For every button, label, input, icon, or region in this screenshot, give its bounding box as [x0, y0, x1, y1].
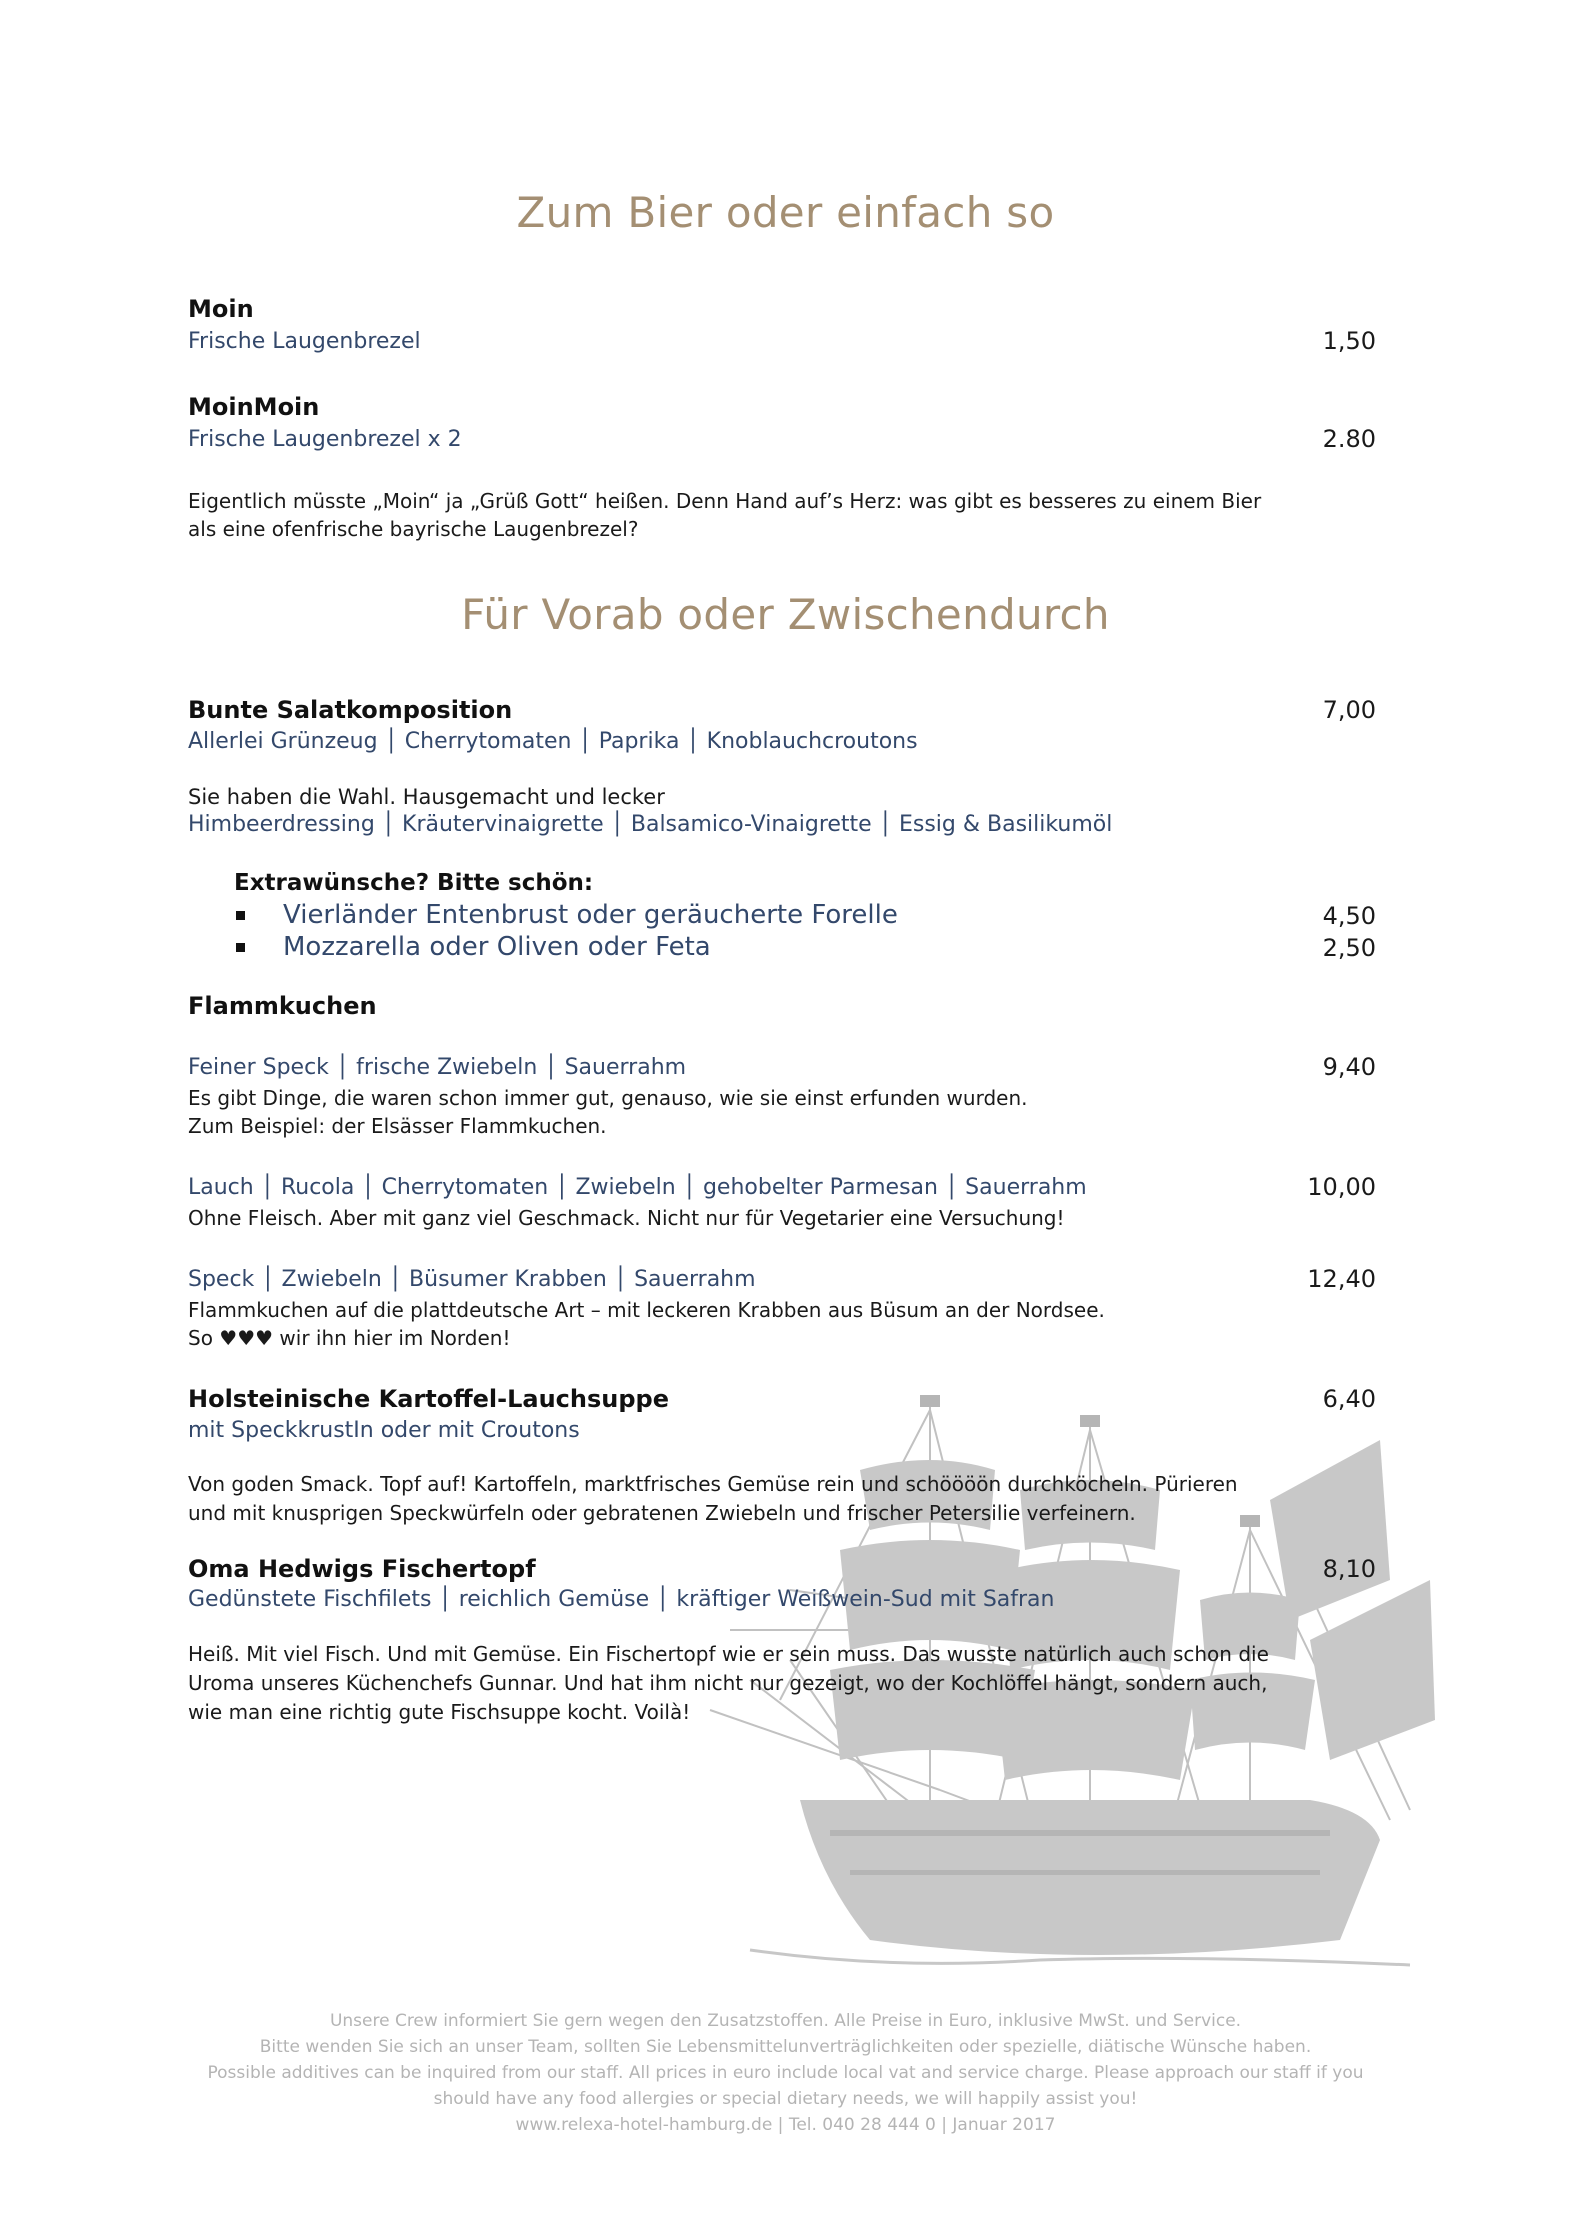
- item-name-moinmoin: MoinMoin: [188, 393, 320, 421]
- flammkuchen-desc: Speck │ Zwiebeln │ Büsumer Krabben │ Sauerrahm: [188, 1267, 756, 1292]
- extra-item-label: Vierländer Entenbrust oder geräucherte Forelle: [283, 900, 898, 930]
- footer-line: Bitte wenden Sie sich an unser Team, sollten Sie Lebensmittelunverträglichkeiten oder spezielle, diätische Wünsche haben.: [259, 2037, 1312, 2057]
- brezel-text-line2: als eine ofenfrische bayrische Laugenbrezel?: [188, 517, 639, 541]
- extra-item-label: Mozzarella oder Oliven oder Feta: [283, 932, 711, 962]
- flammkuchen-price: 12,40: [1307, 1265, 1376, 1293]
- flammkuchen-price: 9,40: [1322, 1053, 1376, 1081]
- item-name-moin: Moin: [188, 295, 254, 323]
- extra-item-price: 2,50: [1322, 934, 1376, 962]
- item-price-fish: 8,10: [1322, 1555, 1376, 1583]
- item-price-moin: 1,50: [1322, 327, 1376, 355]
- flammkuchen-text: So ♥♥♥ wir ihn hier im Norden!: [188, 1326, 511, 1350]
- flammkuchen-desc: Feiner Speck │ frische Zwiebeln │ Sauerrahm: [188, 1055, 687, 1080]
- item-name-soup: Holsteinische Kartoffel-Lauchsuppe: [188, 1385, 669, 1413]
- item-desc-salad: Allerlei Grünzeug │ Cherrytomaten │ Paprika │ Knoblauchcroutons: [188, 729, 918, 754]
- item-name-salad: Bunte Salatkomposition: [188, 696, 513, 724]
- item-desc-soup: mit SpeckkrustIn oder mit Croutons: [188, 1418, 580, 1443]
- item-price-moinmoin: 2.80: [1322, 425, 1376, 453]
- extras-title: Extrawünsche? Bitte schön:: [234, 870, 594, 896]
- flammkuchen-desc: Lauch │ Rucola │ Cherrytomaten │ Zwiebeln │ gehobelter Parmesan │ Sauerrahm: [188, 1175, 1087, 1200]
- section-title-starters: Für Vorab oder Zwischendurch: [461, 590, 1110, 639]
- soup-text-line2: und mit knusprigen Speckwürfeln oder gebratenen Zwiebeln und frischer Petersilie verfeinern.: [188, 1501, 1136, 1525]
- section-title-beer: Zum Bier oder einfach so: [516, 188, 1055, 237]
- flammkuchen-text: Es gibt Dinge, die waren schon immer gut, genauso, wie sie einst erfunden wurden.: [188, 1086, 1028, 1110]
- flammkuchen-title: Flammkuchen: [188, 992, 377, 1020]
- item-price-salad: 7,00: [1322, 696, 1376, 724]
- salad-choice-text: Sie haben die Wahl. Hausgemacht und lecker: [188, 785, 665, 809]
- flammkuchen-text: Zum Beispiel: der Elsässer Flammkuchen.: [188, 1114, 607, 1138]
- brezel-text-line1: Eigentlich müsste „Moin“ ja „Grüß Gott“ heißen. Denn Hand auf’s Herz: was gibt es besseres zu einem Bier: [188, 489, 1262, 513]
- footer-line: should have any food allergies or special dietary needs, we will happily assist you!: [433, 2089, 1138, 2109]
- square-bullet-icon: [236, 911, 245, 920]
- salad-dressings: Himbeerdressing │ Kräutervinaigrette │ Balsamico-Vinaigrette │ Essig & Basilikumöl: [188, 812, 1113, 837]
- item-name-fish: Oma Hedwigs Fischertopf: [188, 1555, 536, 1583]
- soup-text-line1: Von goden Smack. Topf auf! Kartoffeln, marktfrisches Gemüse rein und schöööön durchköcheln. Pürieren: [188, 1472, 1238, 1496]
- fish-text-line2: Uroma unseres Küchenchefs Gunnar. Und hat ihm nicht nur gezeigt, wo der Kochlöffel hängt, sondern auch,: [188, 1671, 1268, 1695]
- item-desc-moin: Frische Laugenbrezel: [188, 329, 421, 354]
- item-desc-moinmoin: Frische Laugenbrezel x 2: [188, 427, 462, 452]
- footer-line: Unsere Crew informiert Sie gern wegen den Zusatzstoffen. Alle Preise in Euro, inklusive MwSt. und Service.: [329, 2011, 1242, 2031]
- square-bullet-icon: [236, 943, 245, 952]
- item-price-soup: 6,40: [1322, 1385, 1376, 1413]
- fish-text-line1: Heiß. Mit viel Fisch. Und mit Gemüse. Ein Fischertopf wie er sein muss. Das wusste natürlich auch schon die: [188, 1642, 1269, 1666]
- flammkuchen-text: Ohne Fleisch. Aber mit ganz viel Geschmack. Nicht nur für Vegetarier eine Versuchung!: [188, 1206, 1065, 1230]
- item-desc-fish: Gedünstete Fischfilets │ reichlich Gemüse │ kräftiger Weißwein-Sud mit Safran: [188, 1587, 1055, 1612]
- flammkuchen-price: 10,00: [1307, 1173, 1376, 1201]
- footer-line: Possible additives can be inquired from our staff. All prices in euro include local vat and service charge. Please approach our staff if you: [207, 2063, 1364, 2083]
- flammkuchen-text: Flammkuchen auf die plattdeutsche Art – mit leckeren Krabben aus Büsum an der Nordsee.: [188, 1298, 1105, 1322]
- footer-contact-line: www.relexa-hotel-hamburg.de | Tel. 040 28 444 0 | Januar 2017: [515, 2115, 1056, 2135]
- fish-text-line3: wie man eine richtig gute Fischsuppe kocht. Voilà!: [188, 1700, 691, 1724]
- extra-item-price: 4,50: [1322, 902, 1376, 930]
